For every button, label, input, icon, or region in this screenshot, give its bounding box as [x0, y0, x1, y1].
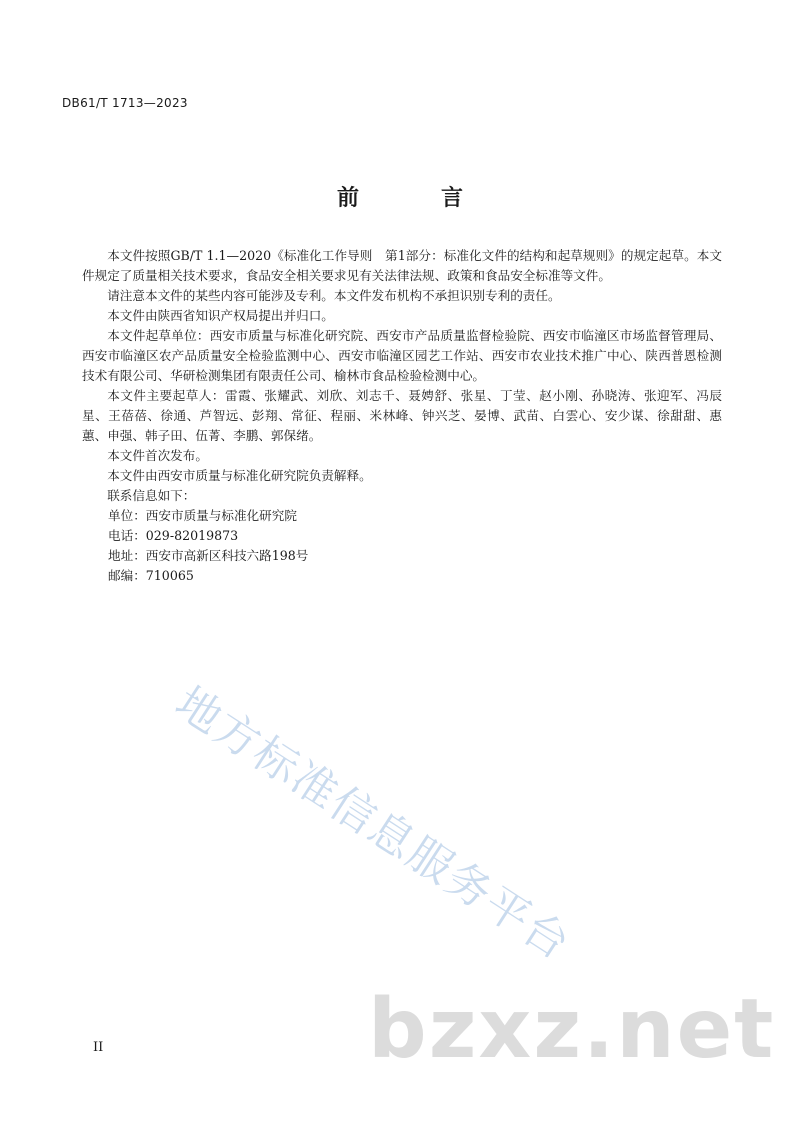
- paragraph-drafters: 本文件主要起草人：雷霞、张耀武、刘欣、刘志千、聂娉舒、张星、丁莹、赵小刚、孙晓涛、张迎军、冯辰星、王蓓蓓、徐通、芦智远、彭翔、常征、程丽、米林峰、钟兴芝、晏博、武苗、白雲心、安少谋、徐甜甜、惠蕙、申强、韩子田、伍菁、李鹏、郭保绪。: [82, 388, 722, 443]
- paragraph-proposer: 本文件由陕西省知识产权局提出并归口。: [107, 308, 334, 323]
- contact-postcode: 邮编：710065: [108, 568, 194, 583]
- paragraph-contact-intro: 联系信息如下：: [107, 488, 196, 503]
- contact-phone: 电话：029-82019873: [108, 528, 239, 543]
- contact-address: 地址：西安市高新区科技六路198号: [108, 548, 309, 563]
- contact-unit: 单位：西安市质量与标准化研究院: [108, 508, 297, 523]
- page-number: II: [93, 1040, 104, 1055]
- page-title: 前 言: [336, 186, 493, 211]
- paragraph-patent-notice: 请注意本文件的某些内容可能涉及专利。本文件发布机构不承担识别专利的责任。: [107, 288, 561, 303]
- site-watermark: bzxz.net: [368, 982, 776, 1077]
- document-code: DB61/T 1713—2023: [62, 96, 188, 110]
- paragraph-interpretation: 本文件由西安市质量与标准化研究院负责解释。: [107, 468, 372, 483]
- paragraph-drafting-units: 本文件起草单位：西安市质量与标准化研究院、西安市产品质量监督检验院、西安市临潼区市场监督管理局、西安市临潼区农产品质量安全检验监测中心、西安市临潼区园艺工作站、西安市农业技术推广中心、陕西普恩检测技术有限公司、华研检测集团有限责任公司、榆林市食品检验检测中心。: [82, 328, 722, 383]
- paragraph-first-release: 本文件首次发布。: [107, 448, 208, 463]
- foreword-body: [82, 246, 722, 586]
- watermark: 地方标准信息服务平台: [166, 677, 580, 971]
- paragraph-drafting-rules: 本文件按照GB/T 1.1—2020《标准化工作导则 第1部分：标准化文件的结构和起草规则》的规定起草。本文件规定了质量相关技术要求，食品安全相关要求见有关法律法规、政策和食品安全标准等文件。: [82, 248, 722, 283]
